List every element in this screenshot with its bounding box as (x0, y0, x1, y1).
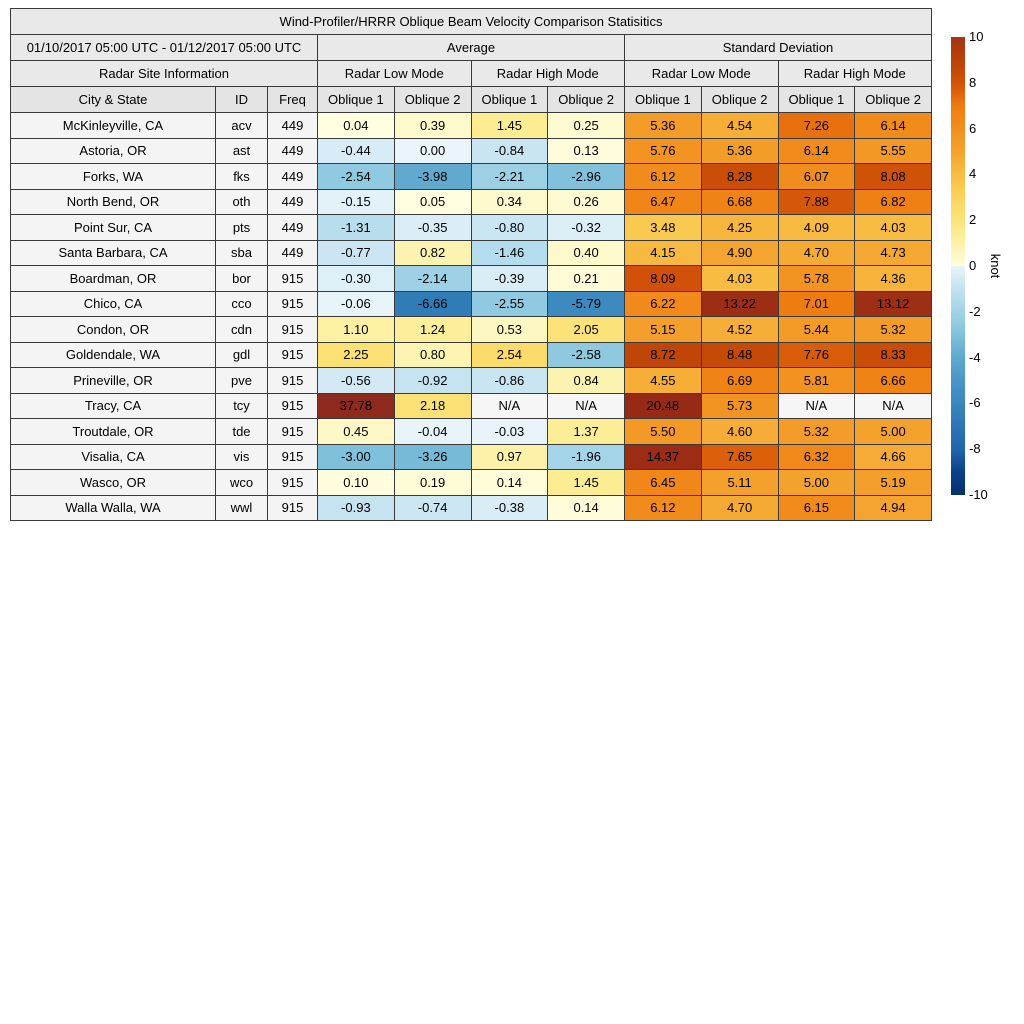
avg-low-ob1-cell: 0.04 (318, 113, 395, 139)
table-row (11, 317, 932, 343)
avg-high-ob1-cell: -0.38 (471, 495, 548, 521)
colorbar-tick-label: -6 (969, 395, 981, 411)
colorbar-gradient (951, 37, 965, 495)
std-dev-group-header: Standard Deviation (625, 35, 932, 61)
avg-high-ob1-cell: -0.03 (471, 419, 548, 445)
freq-column-header: Freq (268, 87, 318, 113)
city-cell: Walla Walla, WA (11, 495, 216, 521)
city-cell: Santa Barbara, CA (11, 240, 216, 266)
sd-high-ob2-cell: 8.33 (855, 342, 932, 368)
avg-low-ob1-cell: -0.77 (318, 240, 395, 266)
colorbar-axis-label: knot (988, 253, 1003, 279)
sd-low-ob2-cell: 13.22 (701, 291, 778, 317)
avg-high-ob1-cell: 0.97 (471, 444, 548, 470)
avg-high-ob2-cell: 0.21 (548, 266, 625, 292)
avg-high-ob1-cell: -0.39 (471, 266, 548, 292)
sd-low-ob1-cell: 20.48 (625, 393, 702, 419)
average-group-header: Average (318, 35, 625, 61)
sd-high-ob1-cell: 4.70 (778, 240, 855, 266)
column-header-row (11, 87, 932, 113)
oblique2-column-header: Oblique 2 (548, 87, 625, 113)
city-cell: Forks, WA (11, 164, 216, 190)
freq-cell: 915 (268, 393, 318, 419)
avg-low-ob1-cell: 37.78 (318, 393, 395, 419)
sd-low-ob1-cell: 6.22 (625, 291, 702, 317)
sd-high-ob2-cell: 6.14 (855, 113, 932, 139)
avg-low-ob2-cell: -0.35 (394, 215, 471, 241)
avg-low-ob2-cell: -3.26 (394, 444, 471, 470)
colorbar-tick-label: -10 (969, 487, 988, 502)
sd-low-ob1-cell: 6.12 (625, 164, 702, 190)
avg-low-ob1-cell: 0.45 (318, 419, 395, 445)
table-row (11, 291, 932, 317)
sd-low-ob1-cell: 5.15 (625, 317, 702, 343)
sd-high-ob1-cell: 5.78 (778, 266, 855, 292)
avg-low-ob1-cell: 1.10 (318, 317, 395, 343)
table-row (11, 342, 932, 368)
avg-high-ob2-cell: 0.40 (548, 240, 625, 266)
table-row (11, 470, 932, 496)
avg-high-ob1-cell: 1.45 (471, 113, 548, 139)
title-row (11, 9, 932, 35)
freq-cell: 449 (268, 138, 318, 164)
avg-high-ob2-cell: -0.32 (548, 215, 625, 241)
colorbar-tick-label: -8 (969, 441, 981, 457)
avg-low-ob2-cell: -2.14 (394, 266, 471, 292)
table-row (11, 393, 932, 419)
avg-high-ob1-cell: -2.21 (471, 164, 548, 190)
statistics-table (10, 8, 932, 521)
avg-low-ob1-cell: -0.44 (318, 138, 395, 164)
sd-high-ob2-cell: 4.73 (855, 240, 932, 266)
avg-high-ob2-cell: N/A (548, 393, 625, 419)
freq-cell: 915 (268, 495, 318, 521)
sd-high-ob1-cell: N/A (778, 393, 855, 419)
sd-low-ob2-cell: 6.68 (701, 189, 778, 215)
sd-low-ob1-cell: 4.15 (625, 240, 702, 266)
sd-high-ob2-cell: 4.03 (855, 215, 932, 241)
sd-high-ob1-cell: 5.44 (778, 317, 855, 343)
avg-high-ob1-cell: -0.86 (471, 368, 548, 394)
avg-low-ob1-cell: -0.30 (318, 266, 395, 292)
group-header-row-1 (11, 35, 932, 61)
avg-high-ob1-cell: N/A (471, 393, 548, 419)
sd-low-ob2-cell: 8.28 (701, 164, 778, 190)
sd-high-ob2-cell: N/A (855, 393, 932, 419)
avg-high-ob2-cell: 0.26 (548, 189, 625, 215)
avg-low-ob1-cell: -0.15 (318, 189, 395, 215)
city-cell: Goldendale, WA (11, 342, 216, 368)
sd-high-ob2-cell: 5.55 (855, 138, 932, 164)
city-cell: Tracy, CA (11, 393, 216, 419)
city-cell: North Bend, OR (11, 189, 216, 215)
freq-cell: 915 (268, 317, 318, 343)
avg-high-ob1-cell: 0.34 (471, 189, 548, 215)
table-row (11, 266, 932, 292)
table-row (11, 164, 932, 190)
avg-low-ob1-cell: -1.31 (318, 215, 395, 241)
colorbar-tick-label: 0 (969, 258, 977, 273)
table-row (11, 368, 932, 394)
id-cell: tcy (216, 393, 268, 419)
statistics-table-container (10, 8, 932, 521)
freq-cell: 915 (268, 470, 318, 496)
oblique1-column-header: Oblique 1 (318, 87, 395, 113)
avg-low-ob1-cell: 0.10 (318, 470, 395, 496)
sd-high-ob2-cell: 5.19 (855, 470, 932, 496)
sd-low-ob2-cell: 6.69 (701, 368, 778, 394)
sd-high-ob1-cell: 6.15 (778, 495, 855, 521)
avg-high-ob2-cell: 1.37 (548, 419, 625, 445)
city-cell: Astoria, OR (11, 138, 216, 164)
sd-high-ob2-cell: 4.66 (855, 444, 932, 470)
table-title: Wind-Profiler/HRRR Oblique Beam Velocity Comparison Statisitics (11, 9, 932, 35)
avg-high-ob1-cell: -2.55 (471, 291, 548, 317)
avg-high-ob2-cell: 0.25 (548, 113, 625, 139)
sd-low-ob1-cell: 8.09 (625, 266, 702, 292)
sd-low-ob1-cell: 4.55 (625, 368, 702, 394)
sd-high-ob1-cell: 5.32 (778, 419, 855, 445)
sd-high-ob2-cell: 6.82 (855, 189, 932, 215)
sd-high-ob2-cell: 5.32 (855, 317, 932, 343)
id-cell: acv (216, 113, 268, 139)
avg-low-ob1-cell: -3.00 (318, 444, 395, 470)
avg-high-ob2-cell: 0.84 (548, 368, 625, 394)
avg-low-ob2-cell: 0.05 (394, 189, 471, 215)
id-cell: cco (216, 291, 268, 317)
avg-low-ob2-cell: 0.39 (394, 113, 471, 139)
avg-low-ob2-cell: -0.04 (394, 419, 471, 445)
sd-high-ob1-cell: 4.09 (778, 215, 855, 241)
freq-cell: 449 (268, 240, 318, 266)
avg-high-ob1-cell: -0.84 (471, 138, 548, 164)
id-column-header: ID (216, 87, 268, 113)
colorbar-tick-label: -4 (969, 349, 981, 365)
freq-cell: 915 (268, 368, 318, 394)
avg-low-ob2-cell: -0.74 (394, 495, 471, 521)
freq-cell: 915 (268, 291, 318, 317)
sd-low-ob1-cell: 6.47 (625, 189, 702, 215)
sd-low-ob2-cell: 5.11 (701, 470, 778, 496)
sd-low-ob2-cell: 8.48 (701, 342, 778, 368)
sd-low-ob2-cell: 4.54 (701, 113, 778, 139)
freq-cell: 449 (268, 164, 318, 190)
sd-high-ob1-cell: 6.14 (778, 138, 855, 164)
sd-low-ob1-cell: 5.76 (625, 138, 702, 164)
avg-low-ob2-cell: 0.00 (394, 138, 471, 164)
avg-high-ob2-cell: 1.45 (548, 470, 625, 496)
site-info-header: Radar Site Information (11, 61, 318, 87)
avg-high-ob2-cell: 0.14 (548, 495, 625, 521)
avg-low-ob1-cell: -2.54 (318, 164, 395, 190)
sd-high-ob1-cell: 7.26 (778, 113, 855, 139)
sd-high-ob2-cell: 13.12 (855, 291, 932, 317)
sd-low-ob1-cell: 14.37 (625, 444, 702, 470)
avg-high-ob1-cell: 2.54 (471, 342, 548, 368)
id-cell: fks (216, 164, 268, 190)
avg-high-ob2-cell: -2.58 (548, 342, 625, 368)
sd-low-ob2-cell: 5.73 (701, 393, 778, 419)
sd-high-ob1-cell: 7.76 (778, 342, 855, 368)
sd-low-ob2-cell: 4.03 (701, 266, 778, 292)
id-cell: wco (216, 470, 268, 496)
sd-low-ob1-cell: 6.45 (625, 470, 702, 496)
colorbar (951, 37, 965, 495)
oblique1-column-header: Oblique 1 (625, 87, 702, 113)
city-cell: Boardman, OR (11, 266, 216, 292)
colorbar-tick-label: -2 (969, 303, 981, 319)
id-cell: cdn (216, 317, 268, 343)
sd-low-ob1-cell: 3.48 (625, 215, 702, 241)
table-body (11, 113, 932, 521)
avg-low-ob2-cell: -6.66 (394, 291, 471, 317)
city-cell: Chico, CA (11, 291, 216, 317)
avg-high-ob2-cell: -1.96 (548, 444, 625, 470)
avg-low-ob1-cell: -0.93 (318, 495, 395, 521)
avg-low-mode-header: Radar Low Mode (318, 61, 472, 87)
colorbar-tick-label: 4 (969, 166, 977, 182)
table-row (11, 444, 932, 470)
sd-high-ob1-cell: 5.00 (778, 470, 855, 496)
avg-high-ob2-cell: -5.79 (548, 291, 625, 317)
sd-low-ob2-cell: 5.36 (701, 138, 778, 164)
id-cell: wwl (216, 495, 268, 521)
avg-high-ob1-cell: -0.80 (471, 215, 548, 241)
city-cell: Wasco, OR (11, 470, 216, 496)
sd-low-ob2-cell: 7.65 (701, 444, 778, 470)
freq-cell: 915 (268, 266, 318, 292)
sd-low-ob1-cell: 6.12 (625, 495, 702, 521)
avg-low-ob2-cell: -0.92 (394, 368, 471, 394)
sd-low-ob1-cell: 8.72 (625, 342, 702, 368)
colorbar-tick-label: 8 (969, 74, 977, 90)
avg-low-ob1-cell: -0.06 (318, 291, 395, 317)
sd-high-ob2-cell: 4.36 (855, 266, 932, 292)
sd-low-ob1-cell: 5.50 (625, 419, 702, 445)
avg-high-ob1-cell: -1.46 (471, 240, 548, 266)
avg-low-ob2-cell: 0.19 (394, 470, 471, 496)
id-cell: gdl (216, 342, 268, 368)
sd-high-ob2-cell: 4.94 (855, 495, 932, 521)
sd-low-mode-header: Radar Low Mode (625, 61, 779, 87)
city-cell: McKinleyville, CA (11, 113, 216, 139)
avg-low-ob2-cell: 0.82 (394, 240, 471, 266)
city-cell: Point Sur, CA (11, 215, 216, 241)
oblique1-column-header: Oblique 1 (778, 87, 855, 113)
avg-low-ob1-cell: 2.25 (318, 342, 395, 368)
id-cell: sba (216, 240, 268, 266)
oblique2-column-header: Oblique 2 (394, 87, 471, 113)
table-row (11, 495, 932, 521)
city-cell: Condon, OR (11, 317, 216, 343)
oblique2-column-header: Oblique 2 (701, 87, 778, 113)
avg-low-ob2-cell: 0.80 (394, 342, 471, 368)
id-cell: pve (216, 368, 268, 394)
sd-high-ob2-cell: 5.00 (855, 419, 932, 445)
sd-low-ob2-cell: 4.90 (701, 240, 778, 266)
table-row (11, 240, 932, 266)
freq-cell: 449 (268, 113, 318, 139)
avg-low-ob2-cell: 2.18 (394, 393, 471, 419)
freq-cell: 449 (268, 189, 318, 215)
sd-high-ob1-cell: 7.01 (778, 291, 855, 317)
table-row (11, 215, 932, 241)
sd-high-mode-header: Radar High Mode (778, 61, 932, 87)
oblique1-column-header: Oblique 1 (471, 87, 548, 113)
id-cell: bor (216, 266, 268, 292)
freq-cell: 915 (268, 342, 318, 368)
id-cell: pts (216, 215, 268, 241)
group-header-row-2 (11, 61, 932, 87)
colorbar-tick-label: 2 (969, 212, 977, 228)
city-cell: Prineville, OR (11, 368, 216, 394)
colorbar-tick-label: 10 (969, 29, 984, 44)
avg-high-ob2-cell: -2.96 (548, 164, 625, 190)
date-range-header: 01/10/2017 05:00 UTC - 01/12/2017 05:00 UTC (11, 35, 318, 61)
table-row (11, 419, 932, 445)
avg-high-ob1-cell: 0.53 (471, 317, 548, 343)
city-cell: Visalia, CA (11, 444, 216, 470)
avg-low-ob2-cell: -3.98 (394, 164, 471, 190)
freq-cell: 915 (268, 444, 318, 470)
avg-low-ob1-cell: -0.56 (318, 368, 395, 394)
avg-low-ob2-cell: 1.24 (394, 317, 471, 343)
table-row (11, 138, 932, 164)
avg-high-ob2-cell: 0.13 (548, 138, 625, 164)
table-row (11, 113, 932, 139)
sd-high-ob1-cell: 6.07 (778, 164, 855, 190)
freq-cell: 915 (268, 419, 318, 445)
table-row (11, 189, 932, 215)
id-cell: oth (216, 189, 268, 215)
city-cell: Troutdale, OR (11, 419, 216, 445)
sd-low-ob2-cell: 4.60 (701, 419, 778, 445)
freq-cell: 449 (268, 215, 318, 241)
sd-high-ob2-cell: 8.08 (855, 164, 932, 190)
avg-high-ob1-cell: 0.14 (471, 470, 548, 496)
oblique2-column-header: Oblique 2 (855, 87, 932, 113)
city-column-header: City & State (11, 87, 216, 113)
colorbar-tick-label: 6 (969, 120, 977, 136)
avg-high-ob2-cell: 2.05 (548, 317, 625, 343)
sd-high-ob1-cell: 6.32 (778, 444, 855, 470)
sd-low-ob2-cell: 4.52 (701, 317, 778, 343)
sd-high-ob2-cell: 6.66 (855, 368, 932, 394)
sd-high-ob1-cell: 7.88 (778, 189, 855, 215)
id-cell: tde (216, 419, 268, 445)
avg-high-mode-header: Radar High Mode (471, 61, 625, 87)
sd-low-ob2-cell: 4.25 (701, 215, 778, 241)
id-cell: vis (216, 444, 268, 470)
sd-high-ob1-cell: 5.81 (778, 368, 855, 394)
id-cell: ast (216, 138, 268, 164)
sd-low-ob1-cell: 5.36 (625, 113, 702, 139)
sd-low-ob2-cell: 4.70 (701, 495, 778, 521)
